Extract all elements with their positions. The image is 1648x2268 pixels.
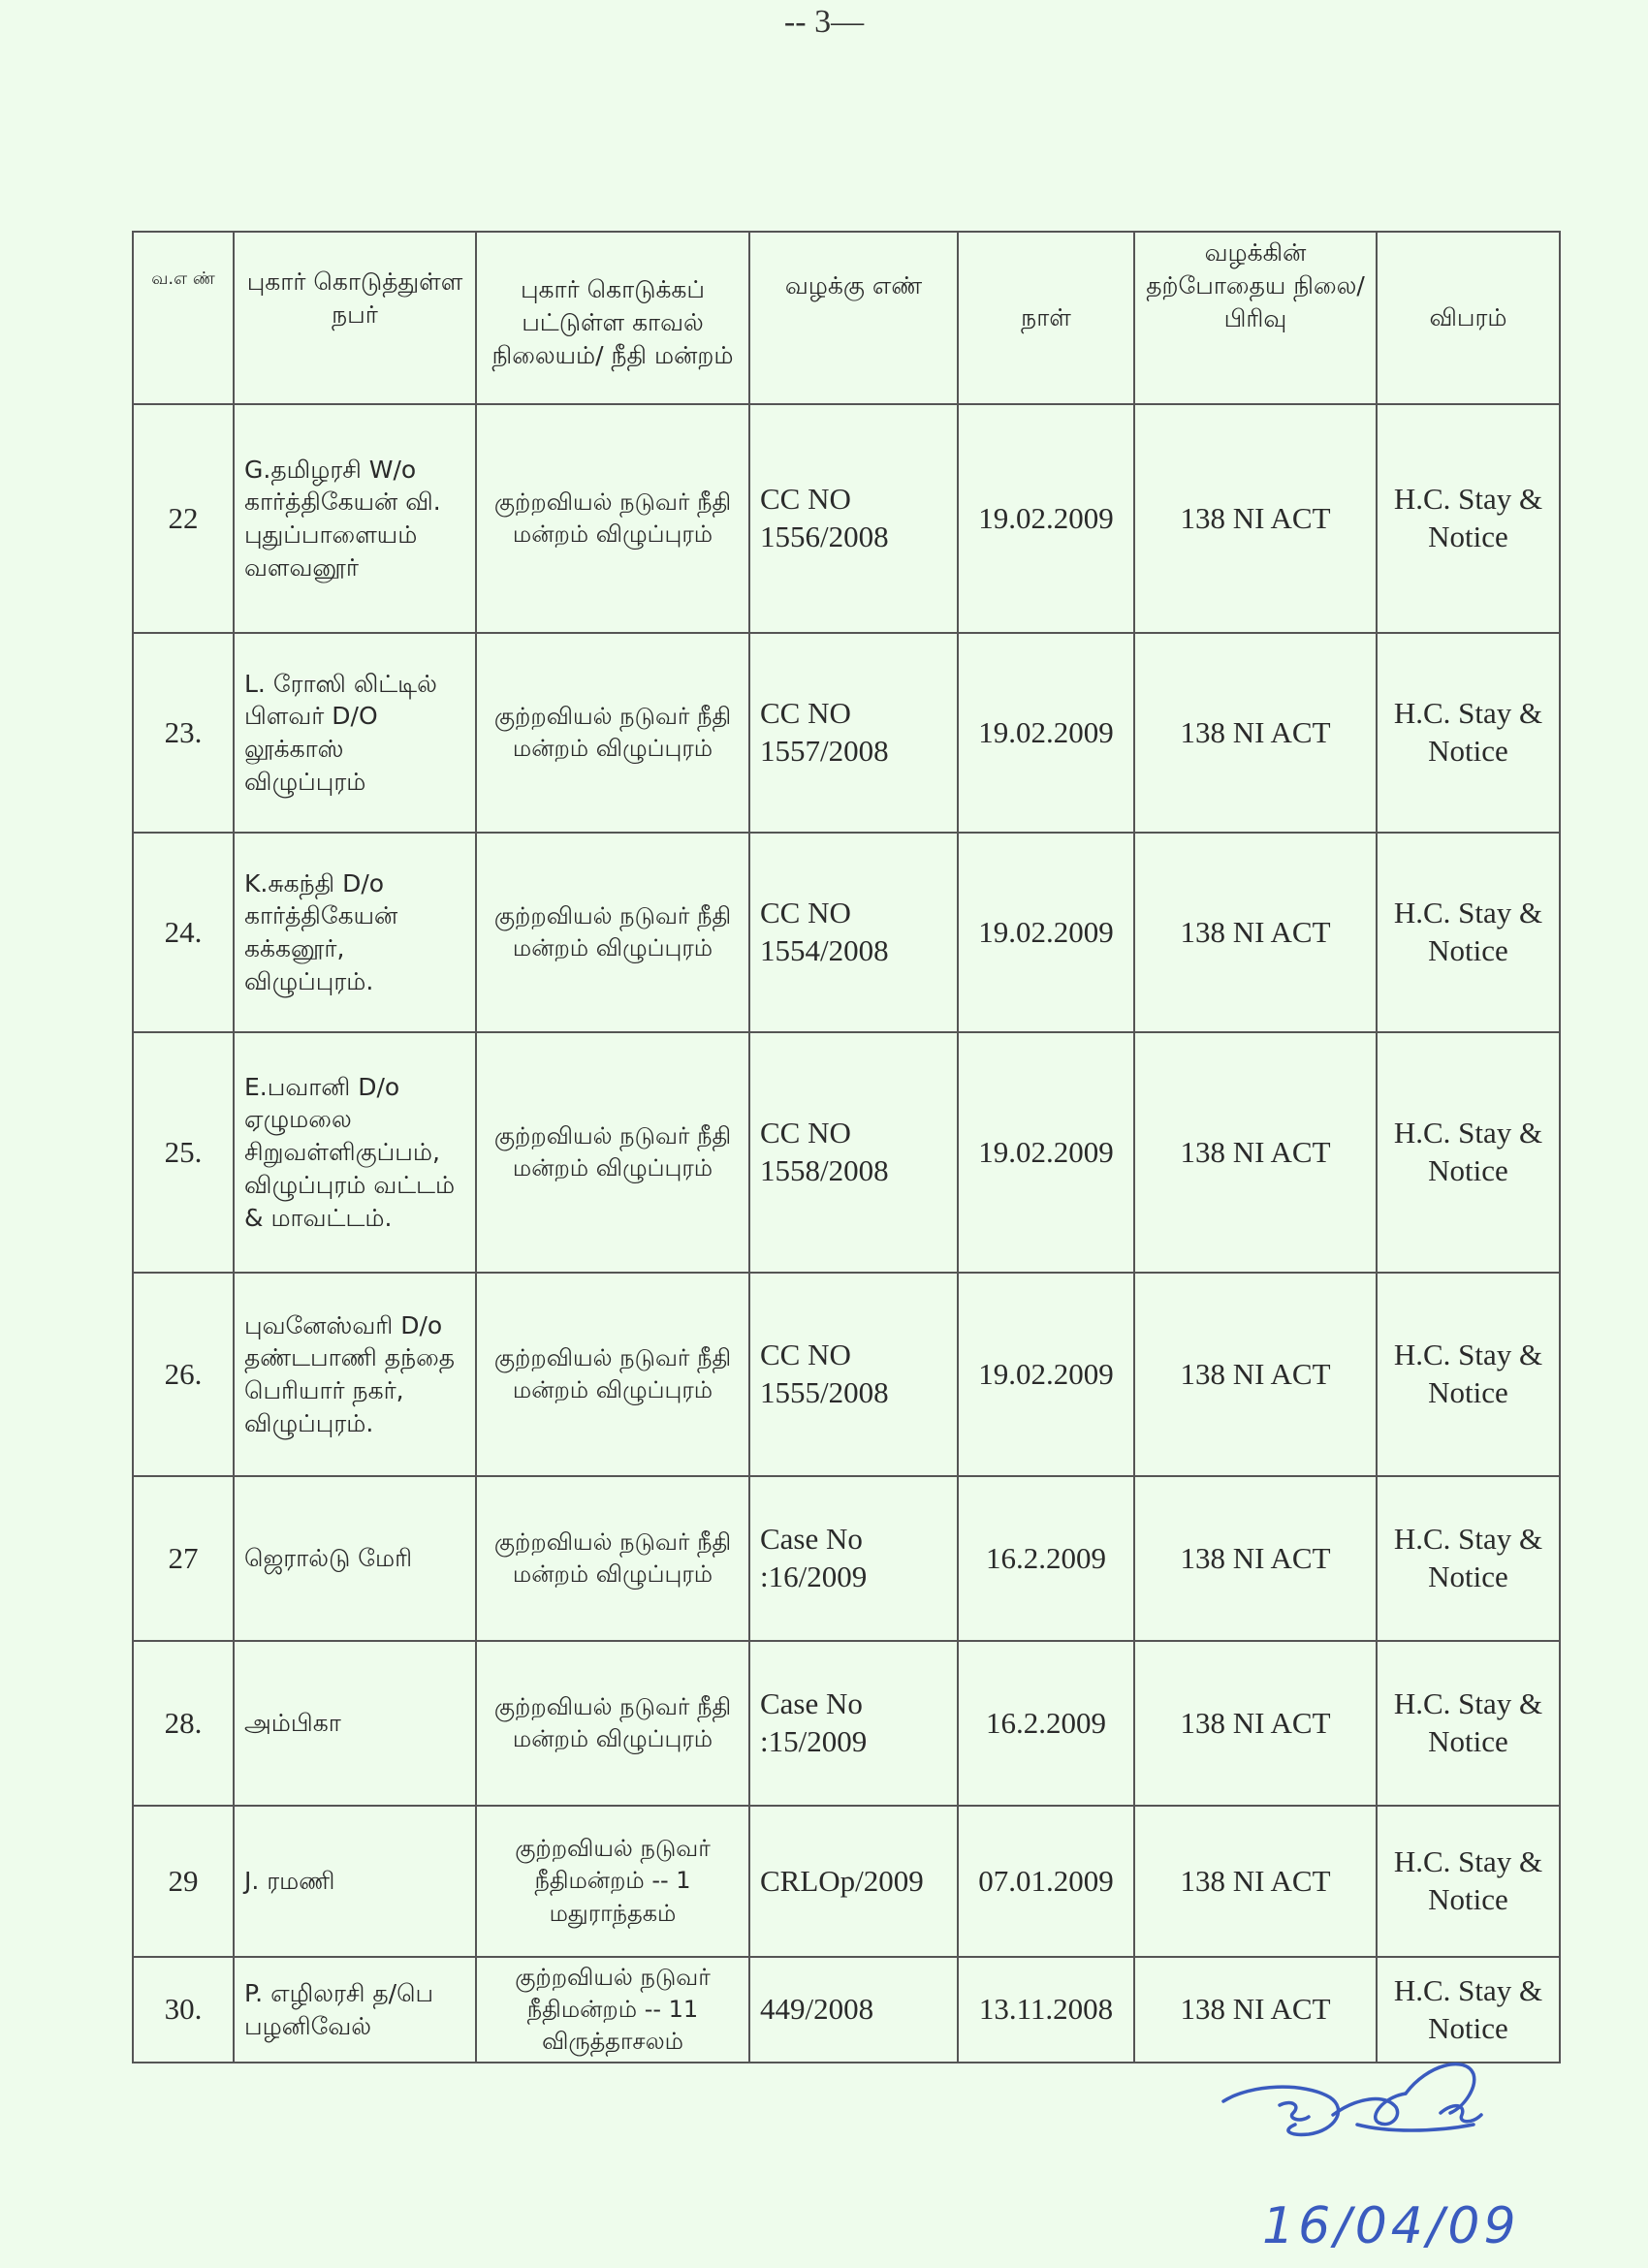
case-status-cell: 138 NI ACT	[1134, 404, 1377, 633]
case-status-cell: 138 NI ACT	[1134, 833, 1377, 1032]
serial-number-cell: 28.	[133, 1641, 234, 1806]
signature-scribble	[1223, 2064, 1481, 2135]
table-row	[133, 1641, 1560, 1806]
signature	[1212, 2055, 1561, 2258]
table-row	[133, 1032, 1560, 1273]
case-number-cell: CC NO 1558/2008	[749, 1032, 958, 1273]
table-row	[133, 404, 1560, 633]
date-cell: 13.11.2008	[958, 1957, 1134, 2063]
date-cell: 19.02.2009	[958, 1032, 1134, 1273]
case-number-cell: CC NO 1555/2008	[749, 1273, 958, 1476]
complainant-cell: E.பவானி D/o ஏழுமலை சிறுவள்ளிகுப்பம், விழுப்புரம் வட்டம் & மாவட்டம்.	[234, 1032, 476, 1273]
remarks-cell: H.C. Stay & Notice	[1377, 1641, 1560, 1806]
court-cell: குற்றவியல் நடுவர் நீதி மன்றம் விழுப்புரம்	[476, 833, 749, 1032]
case-status-cell: 138 NI ACT	[1134, 1273, 1377, 1476]
date-cell: 19.02.2009	[958, 404, 1134, 633]
case-status-cell: 138 NI ACT	[1134, 1641, 1377, 1806]
serial-number-cell: 26.	[133, 1273, 234, 1476]
date-cell: 19.02.2009	[958, 633, 1134, 833]
case-number-cell: 449/2008	[749, 1957, 958, 2063]
date-cell: 19.02.2009	[958, 833, 1134, 1032]
case-status-cell: 138 NI ACT	[1134, 1806, 1377, 1957]
table-row	[133, 633, 1560, 833]
case-number-cell: CC NO 1557/2008	[749, 633, 958, 833]
remarks-cell: H.C. Stay & Notice	[1377, 1032, 1560, 1273]
page-number: -- 3—	[783, 4, 865, 40]
date-cell: 16.2.2009	[958, 1641, 1134, 1806]
table-row	[133, 833, 1560, 1032]
serial-number-cell: 23.	[133, 633, 234, 833]
case-status-cell: 138 NI ACT	[1134, 1032, 1377, 1273]
case-number-cell: CRLOp/2009	[749, 1806, 958, 1957]
court-cell: குற்றவியல் நடுவர் நீதிமன்றம் -- 11 விருத்தாசலம்	[476, 1957, 749, 2063]
table-row	[133, 1273, 1560, 1476]
table-row	[133, 1806, 1560, 1957]
complainant-cell: J. ரமணி	[234, 1806, 476, 1957]
case-status-cell: 138 NI ACT	[1134, 633, 1377, 833]
complainant-cell: L. ரோஸி லிட்டில் பிளவர் D/O லூக்காஸ் விழுப்புரம்	[234, 633, 476, 833]
remarks-cell: H.C. Stay & Notice	[1377, 1476, 1560, 1641]
date-cell: 16.2.2009	[958, 1476, 1134, 1641]
case-number-cell: CC NO 1556/2008	[749, 404, 958, 633]
remarks-cell: H.C. Stay & Notice	[1377, 1957, 1560, 2063]
case-number-cell: Case No :16/2009	[749, 1476, 958, 1641]
table-row	[133, 1957, 1560, 2063]
remarks-cell: H.C. Stay & Notice	[1377, 1273, 1560, 1476]
court-cell: குற்றவியல் நடுவர் நீதிமன்றம் -- 1 மதுராந்தகம்	[476, 1806, 749, 1957]
remarks-cell: H.C. Stay & Notice	[1377, 833, 1560, 1032]
court-cell: குற்றவியல் நடுவர் நீதி மன்றம் விழுப்புரம்	[476, 404, 749, 633]
case-status-cell: 138 NI ACT	[1134, 1476, 1377, 1641]
table-header-row	[133, 232, 1560, 404]
serial-number-cell: 27	[133, 1476, 234, 1641]
serial-number-cell: 30.	[133, 1957, 234, 2063]
header-remarks: விபரம்	[1377, 232, 1560, 404]
court-cell: குற்றவியல் நடுவர் நீதி மன்றம் விழுப்புரம்	[476, 633, 749, 833]
complainant-cell: அம்பிகா	[234, 1641, 476, 1806]
complaint-record-table	[132, 231, 1561, 2063]
complainant-cell: ஜெரால்டு மேரி	[234, 1476, 476, 1641]
case-number-cell: CC NO 1554/2008	[749, 833, 958, 1032]
remarks-cell: H.C. Stay & Notice	[1377, 404, 1560, 633]
court-cell: குற்றவியல் நடுவர் நீதி மன்றம் விழுப்புரம்	[476, 1641, 749, 1806]
date-cell: 19.02.2009	[958, 1273, 1134, 1476]
complainant-cell: புவனேஸ்வரி D/o தண்டபாணி தந்தை பெரியார் நகர், விழுப்புரம்.	[234, 1273, 476, 1476]
court-cell: குற்றவியல் நடுவர் நீதி மன்றம் விழுப்புரம்	[476, 1032, 749, 1273]
header-serial-number: வ.எ ண்	[133, 232, 234, 404]
serial-number-cell: 25.	[133, 1032, 234, 1273]
serial-number-cell: 24.	[133, 833, 234, 1032]
remarks-cell: H.C. Stay & Notice	[1377, 1806, 1560, 1957]
header-police-station-court: புகார் கொடுக்கப் பட்டுள்ள காவல் நிலையம்/ நீதி மன்றம்	[476, 232, 749, 404]
header-date: நாள்	[958, 232, 1134, 404]
remarks-cell: H.C. Stay & Notice	[1377, 633, 1560, 833]
case-number-cell: Case No :15/2009	[749, 1641, 958, 1806]
complainant-cell: P. எழிலரசி த/பெ பழனிவேல்	[234, 1957, 476, 2063]
header-case-status: வழக்கின் தற்போதைய நிலை/ பிரிவு	[1134, 232, 1377, 404]
complainant-cell: K.சுகந்தி D/o கார்த்திகேயன் கக்கனூர், விழுப்புரம்.	[234, 833, 476, 1032]
complainant-cell: G.தமிழரசி W/o கார்த்திகேயன் வி. புதுப்பாளையம் வளவனூர்	[234, 404, 476, 633]
header-complainant: புகார் கொடுத்துள்ள நபர்	[234, 232, 476, 404]
serial-number-cell: 22	[133, 404, 234, 633]
case-status-cell: 138 NI ACT	[1134, 1957, 1377, 2063]
date-cell: 07.01.2009	[958, 1806, 1134, 1957]
signature-date: 16/04/09	[1262, 2197, 1520, 2255]
table-row	[133, 1476, 1560, 1641]
court-cell: குற்றவியல் நடுவர் நீதி மன்றம் விழுப்புரம்	[476, 1476, 749, 1641]
serial-number-cell: 29	[133, 1806, 234, 1957]
header-case-number: வழக்கு எண்	[749, 232, 958, 404]
court-cell: குற்றவியல் நடுவர் நீதி மன்றம் விழுப்புரம்	[476, 1273, 749, 1476]
